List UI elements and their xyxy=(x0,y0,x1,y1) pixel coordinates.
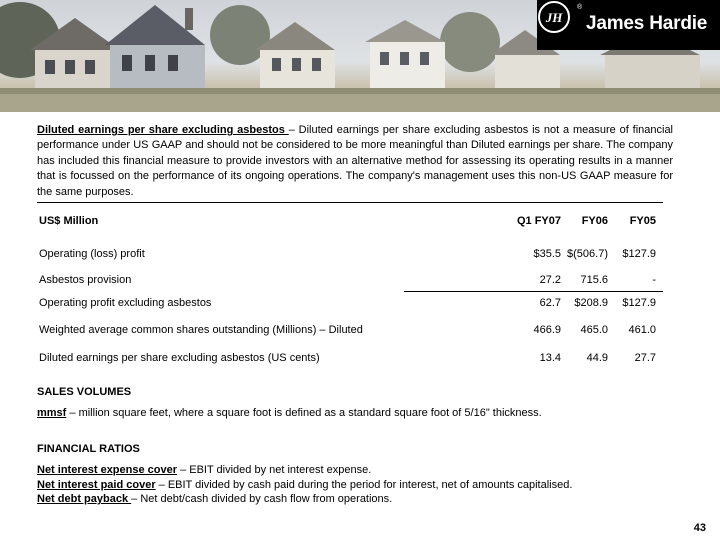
cell-q1fy07: 13.4 xyxy=(539,352,561,364)
table-header-row xyxy=(37,215,663,231)
cell-q1fy07: 466.9 xyxy=(533,324,561,336)
net-debt-payback-definition xyxy=(37,493,392,505)
definition-text: – EBIT divided by cash paid during the period for interest, net of amounts capitalised. xyxy=(155,479,573,491)
james-hardie-logo-icon xyxy=(537,0,571,34)
row-label: Diluted earnings per share excluding asbestos (US cents) xyxy=(39,352,320,364)
row-label: Weighted average common shares outstanding (Millions) – Diluted xyxy=(39,324,363,336)
table-row xyxy=(37,324,663,340)
definition-text: – million square feet, where a square foot is defined as a standard square foot of 5/16" thickness. xyxy=(66,407,542,419)
cell-fy05: 27.7 xyxy=(634,352,656,364)
net-interest-paid-cover-definition xyxy=(37,479,572,491)
brand-name: James Hardie xyxy=(586,13,708,34)
table-row xyxy=(37,274,663,290)
cell-fy06: $208.9 xyxy=(574,297,608,309)
definition-text: – Diluted earnings per share excluding asbestos is not a measure of financial performance under US GAAP and should not be considered to be more meaningful than Diluted earnings per share. The company has included this financial measure to provide investors with an alternative method for assessing its operating results in a manner that is focussed on the performance of its ongoing operations. The company's management uses this non-US GAAP measure for the same purposes. xyxy=(37,124,673,198)
cell-fy05: - xyxy=(652,274,656,286)
subtotal-rule xyxy=(404,291,663,292)
cell-fy06: 44.9 xyxy=(586,352,608,364)
definition-term: Diluted earnings per share excluding asbestos xyxy=(37,124,289,136)
sales-volumes-heading: SALES VOLUMES xyxy=(37,386,132,398)
definition-text: – EBIT divided by net interest expense. xyxy=(177,464,372,476)
header-label: US$ Million xyxy=(39,215,99,227)
table-row xyxy=(37,297,663,313)
row-label: Operating profit excluding asbestos xyxy=(39,297,212,309)
table-row xyxy=(37,352,663,368)
row-label: Asbestos provision xyxy=(39,274,132,286)
header-q1fy07: Q1 FY07 xyxy=(516,215,561,227)
cell-fy06: $(506.7) xyxy=(567,248,608,260)
registered-mark: ® xyxy=(577,4,583,11)
definition-text: – Net debt/cash divided by cash flow from operations. xyxy=(131,493,393,505)
row-label: Operating (loss) profit xyxy=(39,248,145,260)
table-row xyxy=(37,248,663,264)
svg-text:JH: JH xyxy=(545,10,563,25)
mmsf-definition xyxy=(37,407,542,419)
definition-term: Net interest paid cover xyxy=(37,479,156,491)
cell-fy05: $127.9 xyxy=(622,248,656,260)
financial-ratios-heading: FINANCIAL RATIOS xyxy=(37,443,140,455)
cell-q1fy07: 62.7 xyxy=(539,297,561,309)
definition-term: Net interest expense cover xyxy=(37,464,178,476)
cell-fy05: $127.9 xyxy=(622,297,656,309)
definition-term: Net debt payback xyxy=(37,493,132,505)
header-fy05: FY05 xyxy=(629,215,656,227)
net-interest-expense-cover-definition xyxy=(37,464,371,476)
cell-fy05: 461.0 xyxy=(628,324,656,336)
cell-fy06: 715.6 xyxy=(580,274,608,286)
definition-paragraph xyxy=(37,123,673,200)
header-banner-houses-image xyxy=(0,0,720,112)
cell-fy06: 465.0 xyxy=(580,324,608,336)
cell-q1fy07: 27.2 xyxy=(539,274,561,286)
brand-logo xyxy=(537,0,720,50)
page-number: 43 xyxy=(693,522,706,534)
header-fy06: FY06 xyxy=(581,215,608,227)
table-top-rule xyxy=(37,202,663,203)
cell-q1fy07: $35.5 xyxy=(533,248,561,260)
definition-term: mmsf xyxy=(37,407,67,419)
